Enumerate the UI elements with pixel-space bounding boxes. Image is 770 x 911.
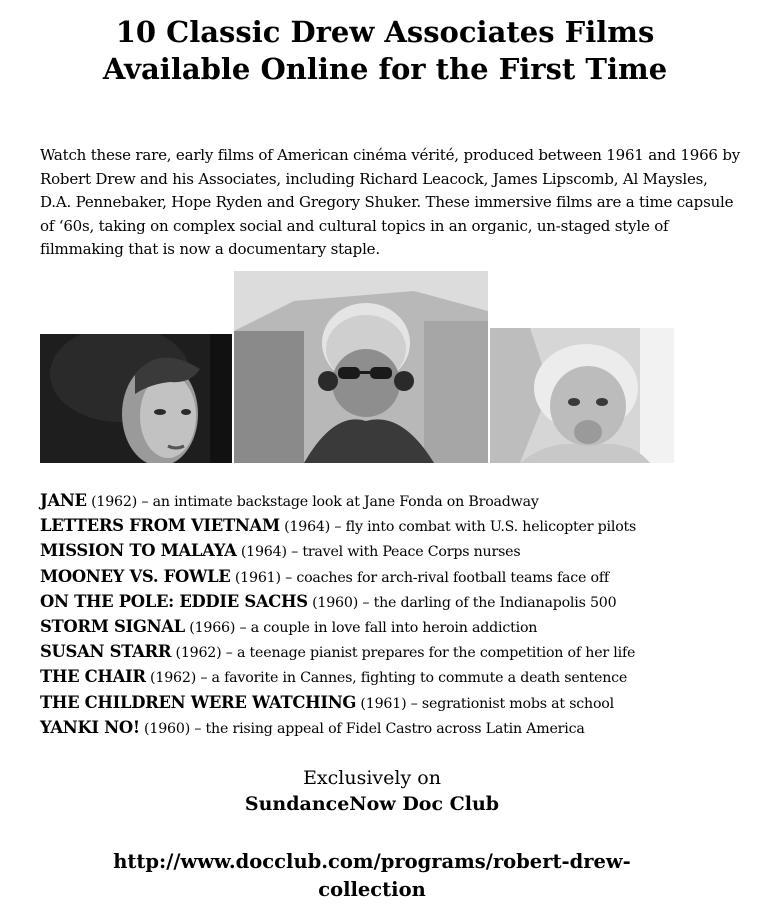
film-year: (1961) (360, 695, 407, 712)
film-description: – a teenage pianist prepares for the competition of her life (225, 645, 636, 662)
film-title: LETTERS FROM VIETNAM (40, 516, 280, 536)
film-year: (1964) (240, 544, 287, 561)
film-description: – fly into combat with U.S. helicopter pilots (334, 519, 637, 536)
film-year: (1966) (189, 619, 236, 636)
film-item (40, 538, 760, 563)
film-description: – coaches for arch-rival football teams face off (285, 569, 609, 586)
film-year: (1960) (144, 720, 191, 737)
child-photo (490, 328, 674, 463)
film-title: THE CHAIR (40, 667, 146, 687)
film-item (40, 564, 760, 589)
helicopter-pilot-photo (234, 271, 488, 463)
film-description: – a couple in love fall into heroin addiction (239, 619, 538, 636)
title-line-2: Available Online for the First Time (102, 52, 668, 86)
film-year: (1964) (284, 519, 331, 536)
film-title: SUSAN STARR (40, 642, 172, 662)
film-year: (1962) (150, 670, 197, 687)
film-item (40, 614, 760, 639)
film-item (40, 664, 760, 689)
film-item (40, 690, 760, 715)
brand-name: SundanceNow Doc Club (244, 793, 500, 815)
film-title: STORM SIGNAL (40, 616, 185, 636)
intro-paragraph: Watch these rare, early films of American cinéma vérité, produced between 1961 and 1966 by Robert Drew and his Associates, including Richard Leacock, James Lipscomb, Al Maysles, D.A. Pennebaker, Hope Ryden and Gregory Shuker. These immersive films are a time capsule of ‘60s, taking on complex social and cultural topics in an organic, un-staged style of filmmaking that is now a documentary staple. (40, 146, 741, 258)
exclusive-label: Exclusively on (303, 767, 441, 789)
film-title: JANE (40, 491, 87, 510)
film-year: (1960) (312, 594, 359, 611)
film-title: YANKI NO! (40, 717, 140, 737)
film-item (40, 589, 760, 614)
film-description: – the darling of the Indianapolis 500 (362, 594, 617, 611)
film-item (40, 488, 760, 513)
film-item (40, 513, 760, 538)
collection-url-link[interactable] (60, 848, 684, 904)
film-list (40, 488, 760, 740)
film-item (40, 639, 760, 664)
page-title (0, 14, 770, 88)
film-description: – the rising appeal of Fidel Castro across Latin America (194, 720, 585, 737)
film-year: (1962) (91, 494, 138, 510)
film-year: (1961) (234, 569, 281, 586)
film-title: ON THE POLE: EDDIE SACHS (40, 591, 308, 611)
film-description: – segrationist mobs at school (410, 695, 614, 712)
film-item (40, 715, 760, 740)
film-description: – travel with Peace Corps nurses (291, 544, 521, 561)
film-title: MOONEY VS. FOWLE (40, 566, 231, 586)
film-description: – an intimate backstage look at Jane Fonda on Broadway (141, 494, 539, 510)
woman-portrait-photo (40, 334, 232, 463)
film-description: – a favorite in Cannes, fighting to commute a death sentence (200, 670, 628, 687)
film-title: THE CHILDREN WERE WATCHING (40, 692, 357, 712)
film-title: MISSION TO MALAYA (40, 541, 237, 561)
title-line-1: 10 Classic Drew Associates Films (115, 15, 655, 49)
url-line-1[interactable]: http://www.docclub.com/programs/robert-drew- (113, 850, 631, 873)
film-year: (1962) (175, 645, 222, 662)
url-line-2[interactable]: collection (318, 878, 426, 901)
